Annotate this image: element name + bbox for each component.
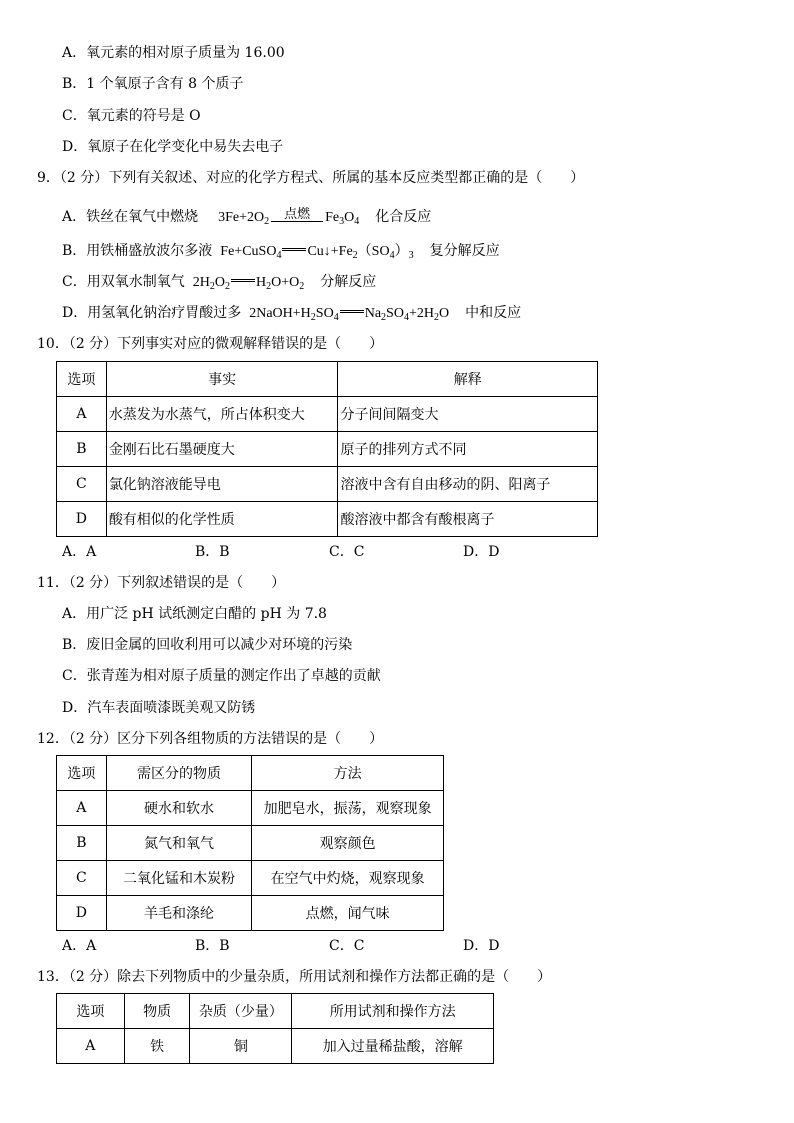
table-cell: B [57,826,107,861]
q9-b-equation: Fe+CuSO$_4$ $Cu↓+Fe_2(SO_4)_3$ [220,244,414,261]
q12-answer-b: B．B [195,938,230,954]
table-cell: 硬水和软水 [106,791,252,826]
q10-stem: 10．（2 分）下列事实对应的微观解释错误的是（ ） [37,336,384,352]
q12-answer-d: D．D [463,938,500,954]
table-cell: 加入过量稀盐酸，溶解 [292,1029,494,1064]
table-header-cell: 方法 [252,756,444,791]
q11-option-c: C．张青莲为相对原子质量的测定作出了卓越的贡献 [62,668,381,684]
q9-c-type: 分解反应 [320,274,377,290]
table-cell: 点燃，闻气味 [252,896,444,931]
table-header-cell: 需区分的物质 [106,756,252,791]
q11-option-b: B．废旧金属的回收利用可以减少对环境的污染 [62,637,353,653]
table-cell: 在空气中灼烧，观察现象 [252,861,444,896]
q9-option-a [62,207,431,227]
table-row [57,826,444,861]
table-cell: D [57,502,107,537]
table-cell: A [57,1029,125,1064]
q8-option-d: D．氧原子在化学变化中易失去电子 [62,139,284,155]
table-cell: 氮气和氧气 [106,826,252,861]
table-cell: 酸溶液中都含有酸根离子 [338,502,598,537]
q9-d-equals-sign [340,310,364,313]
q9-a-equation: $3Fe+2O_2$ 点燃 $Fe_3O_4$ [218,206,360,227]
q9-b-equals-sign [282,248,306,251]
table-cell: 氯化钠溶液能导电 [106,467,338,502]
q8-option-b: B．1 个氧原子含有 8 个质子 [62,76,244,92]
q8-option-c: C．氧元素的符号是 O [62,108,201,124]
table-cell: 羊毛和涤纶 [106,896,252,931]
q9-d-equation: $2NaOH+H_2SO_4$ $Na_2SO_4+2H_2O$ [249,306,450,323]
table-cell: B [57,432,107,467]
q9-option-c [62,272,376,292]
table-header-cell: 杂质（少量） [190,994,292,1029]
table-cell: 分子间间隔变大 [338,397,598,432]
table-cell: 酸有相似的化学性质 [106,502,338,537]
q13-stem: 13．（2 分）除去下列物质中的少量杂质，所用试剂和操作方法都正确的是（ ） [37,969,552,985]
table-header-cell: 物质 [124,994,190,1029]
table-row [57,502,598,537]
table-header-cell: 选项 [57,756,107,791]
q8-option-a: A．氧元素的相对原子质量为 16.00 [62,45,285,61]
table-row [57,896,444,931]
table-cell: 二氧化锰和木炭粉 [106,861,252,896]
q9-a-reaction-arrow [269,207,325,227]
table-header-row [57,994,494,1029]
q9-c-equals-sign [231,279,255,282]
table-cell: 观察颜色 [252,826,444,861]
table-header-cell: 选项 [57,994,125,1029]
q10-answer-b: B．B [195,544,230,560]
q9-a-text: A．铁丝在氧气中燃烧 [62,209,199,225]
table-row [57,1029,494,1064]
q11-option-a: A．用广泛 pH 试纸测定白醋的 pH 为 7.8 [62,606,327,622]
table-cell: C [57,861,107,896]
table-row [57,467,598,502]
q11-option-d: D．汽车表面喷漆既美观又防锈 [62,700,256,716]
q9-option-d [62,303,521,323]
table-cell: 加肥皂水，振荡，观察现象 [252,791,444,826]
table-header-cell: 选项 [57,362,107,397]
q13-table [56,993,494,1064]
q9-d-text: D．用氢氧化钠治疗胃酸过多 [62,305,242,321]
table-header-cell: 所用试剂和操作方法 [292,994,494,1029]
table-header-cell: 解释 [338,362,598,397]
table-cell: 铜 [190,1029,292,1064]
table-row [57,861,444,896]
table-row [57,432,598,467]
q11-stem: 11．（2 分）下列叙述错误的是（ ） [37,575,286,591]
table-header-row [57,756,444,791]
table-header-cell: 事实 [106,362,338,397]
q10-table [56,361,598,537]
q9-option-b [62,241,500,261]
q9-b-type: 复分解反应 [429,243,500,259]
table-row [57,397,598,432]
q10-answer-d: D．D [463,544,500,560]
q9-c-text: C．用双氧水制氧气 [62,274,185,290]
q9-a-condition: 点燃 [284,206,311,221]
q12-table [56,755,444,931]
table-header-row [57,362,598,397]
q12-answer-c: C．C [329,938,365,954]
q12-answer-a: A．A [62,938,97,954]
table-cell: 金刚石比石墨硬度大 [106,432,338,467]
table-row [57,791,444,826]
q12-stem: 12．（2 分）区分下列各组物质的方法错误的是（ ） [37,731,384,747]
q9-b-text: B．用铁桶盛放波尔多液 [62,243,213,259]
table-cell: 原子的排列方式不同 [338,432,598,467]
q9-c-equation: $2H_2O_2$ $H_2O+O_2$ [192,275,305,292]
table-cell: 铁 [124,1029,190,1064]
q9-d-type: 中和反应 [465,305,522,321]
table-cell: C [57,467,107,502]
q9-a-type: 化合反应 [375,209,432,225]
table-cell: D [57,896,107,931]
table-cell: 水蒸发为水蒸气，所占体积变大 [106,397,338,432]
q10-answer-a: A．A [62,544,97,560]
table-cell: 溶液中含有自由移动的阴、阳离子 [338,467,598,502]
table-cell: A [57,397,107,432]
q9-stem: 9．（2 分）下列有关叙述、对应的化学方程式、所属的基本反应类型都正确的是（ ） [37,170,585,186]
q10-answer-c: C．C [329,544,365,560]
table-cell: A [57,791,107,826]
